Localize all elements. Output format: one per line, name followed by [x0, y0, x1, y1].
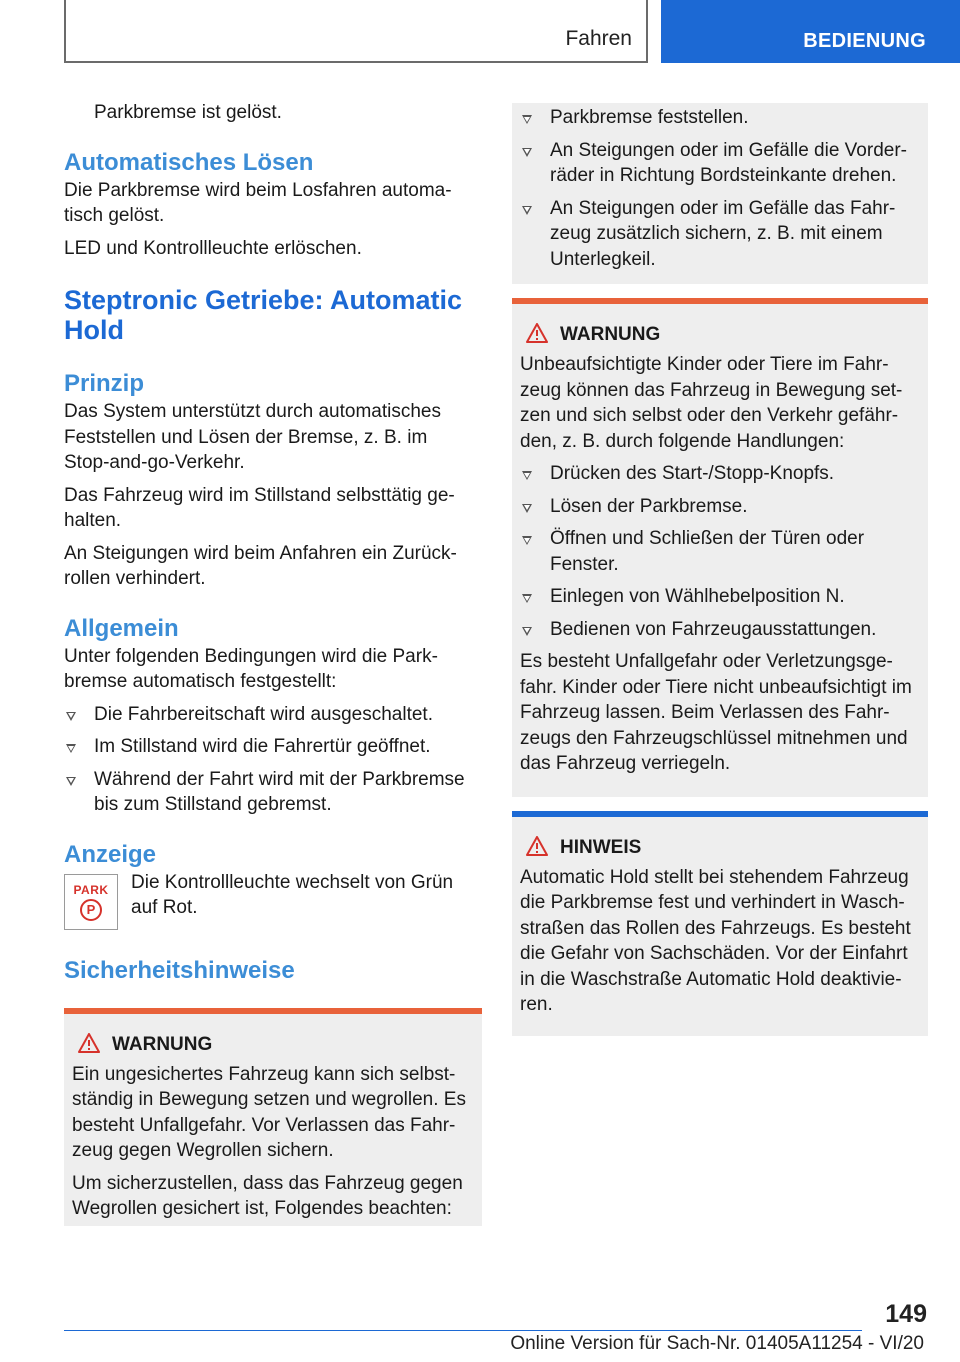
list-item: Im Stillstand wird die Fahrertür geöffnet.	[64, 734, 482, 760]
right-column	[512, 103, 928, 1036]
heading-automatisches-loesen: Automatisches Lösen	[64, 148, 314, 176]
bullet-triangle-icon	[522, 536, 532, 545]
bullet-triangle-icon	[522, 148, 532, 157]
note-box	[512, 811, 928, 1036]
heading-prinzip: Prinzip	[64, 370, 145, 397]
list-item: Drücken des Start-/Stopp-Knopfs.	[520, 461, 918, 487]
heading-anzeige: Anzeige	[64, 840, 157, 868]
header-chapter-title: BEDIENUNG	[803, 30, 926, 52]
auto-release-text-2: LED und Kontrollleuchte erlöschen.	[64, 237, 362, 259]
list-item: Lösen der Parkbremse.	[520, 494, 918, 520]
note-text: Automatic Hold stellt bei stehendem Fahrzeug die Parkbremse fest und verhindert in Wasch- straßen das Rollen des Fahrzeugs. Es besteht die Gefahr von Sachschäden. Vor der Einfahrt in die Waschstraße Automatic Hold deaktivie- ren.	[520, 866, 911, 1015]
list-item: Während der Fahrt wird mit der Parkbremse bis zum Stillstand gebremst.	[64, 767, 482, 818]
bullet-triangle-icon	[522, 115, 532, 124]
anzeige-block	[64, 870, 482, 938]
park-brake-icon: PARK P	[64, 874, 118, 930]
header-section-title: Fahren	[565, 27, 632, 50]
header-chapter-tab	[661, 0, 960, 63]
list-item: An Steigungen oder im Gefälle das Fahr- zeug zusätzlich sichern, z. B. mit einem Unterlegkeil.	[520, 196, 918, 273]
list-item: An Steigungen oder im Gefälle die Vorder- räder in Richtung Bordsteinkante drehen.	[520, 138, 918, 189]
bullet-triangle-icon	[522, 206, 532, 215]
warning-intro: Unbeaufsichtigte Kinder oder Tiere im Fahr- zeug können das Fahrzeug in Bewegung set- zen und sich selbst oder den Verkehr gefähr- den, z. B. durch folgende Handlungen:	[520, 354, 903, 452]
prinzip-text-1: Das System unterstützt durch automatisches Feststellen und Lösen der Bremse, z. B. im Stop-and-go-Verkehr.	[64, 401, 441, 473]
list-item: Die Fahrbereitschaft wird ausgeschaltet.	[64, 702, 482, 728]
bullet-triangle-icon	[66, 712, 76, 721]
allgemein-intro: Unter folgenden Bedingungen wird die Park- bremse automatisch festgestellt:	[64, 645, 438, 692]
bullet-triangle-icon	[522, 594, 532, 603]
page-number: 149	[885, 1300, 927, 1328]
list-item: Öffnen und Schließen der Türen oder Fenster.	[520, 526, 918, 577]
list-item: Parkbremse feststellen.	[520, 105, 918, 131]
bullet-triangle-icon	[66, 744, 76, 753]
continued-list	[512, 103, 928, 284]
warning-box-1	[64, 1008, 482, 1226]
warning-text-2: Um sicherzustellen, dass das Fahrzeug gegen Wegrollen gesichert ist, Folgendes beachten:	[72, 1172, 463, 1219]
heading-sicherheitshinweise: Sicherheitshinweise	[64, 956, 295, 984]
prinzip-text-3: An Steigungen wird beim Anfahren ein Zurück- rollen verhindert.	[64, 542, 457, 589]
bullet-triangle-icon	[522, 627, 532, 636]
prinzip-text-2: Das Fahrzeug wird im Stillstand selbsttätig ge- halten.	[64, 484, 455, 531]
warning-triangle-icon	[526, 836, 548, 856]
left-column	[64, 100, 482, 1226]
footer-online-version: Online Version für Sach-Nr. 01405A11254 - VI/20	[510, 1333, 924, 1354]
warning-title: WARNUNG	[72, 1032, 472, 1058]
bullet-triangle-icon	[66, 777, 76, 786]
note-title: HINWEIS	[520, 835, 918, 861]
warning-outro: Es besteht Unfallgefahr oder Verletzungsge- fahr. Kinder oder Tiere nicht unbeaufsichtigt im Fahrzeug lassen. Beim Verlassen des Fahr- zeugs den Fahrzeugschlüssel mitnehmen und das Fahrzeug verriegeln.	[520, 651, 912, 774]
bullet-triangle-icon	[522, 504, 532, 513]
warning-triangle-icon	[78, 1033, 100, 1053]
list-item: Bedienen von Fahrzeugausstattungen.	[520, 617, 918, 643]
heading-steptronic: Steptronic Getriebe: Automatic Hold	[64, 285, 463, 345]
header-section-tab	[64, 0, 648, 63]
anzeige-text: Die Kontrollleuchte wechselt von Grün auf Rot.	[131, 871, 454, 918]
bullet-triangle-icon	[522, 471, 532, 480]
warning-triangle-icon	[526, 323, 548, 343]
warning-text-1: Ein ungesichertes Fahrzeug kann sich selbst- ständig in Bewegung setzen und wegrollen. Es besteht Unfallgefahr. Vor Verlassen das Fahr- zeug gegen Wegrollen sichern.	[72, 1063, 466, 1161]
warning-title: WARNUNG	[520, 322, 918, 348]
list-item: Einlegen von Wählhebelposition N.	[520, 584, 918, 610]
heading-allgemein: Allgemein	[64, 614, 179, 642]
intro-text: Parkbremse ist gelöst.	[94, 102, 282, 123]
warning-box-2	[512, 298, 928, 797]
auto-release-text-1: Die Parkbremse wird beim Losfahren automa- tisch gelöst.	[64, 179, 452, 226]
footer-divider	[64, 1330, 862, 1331]
